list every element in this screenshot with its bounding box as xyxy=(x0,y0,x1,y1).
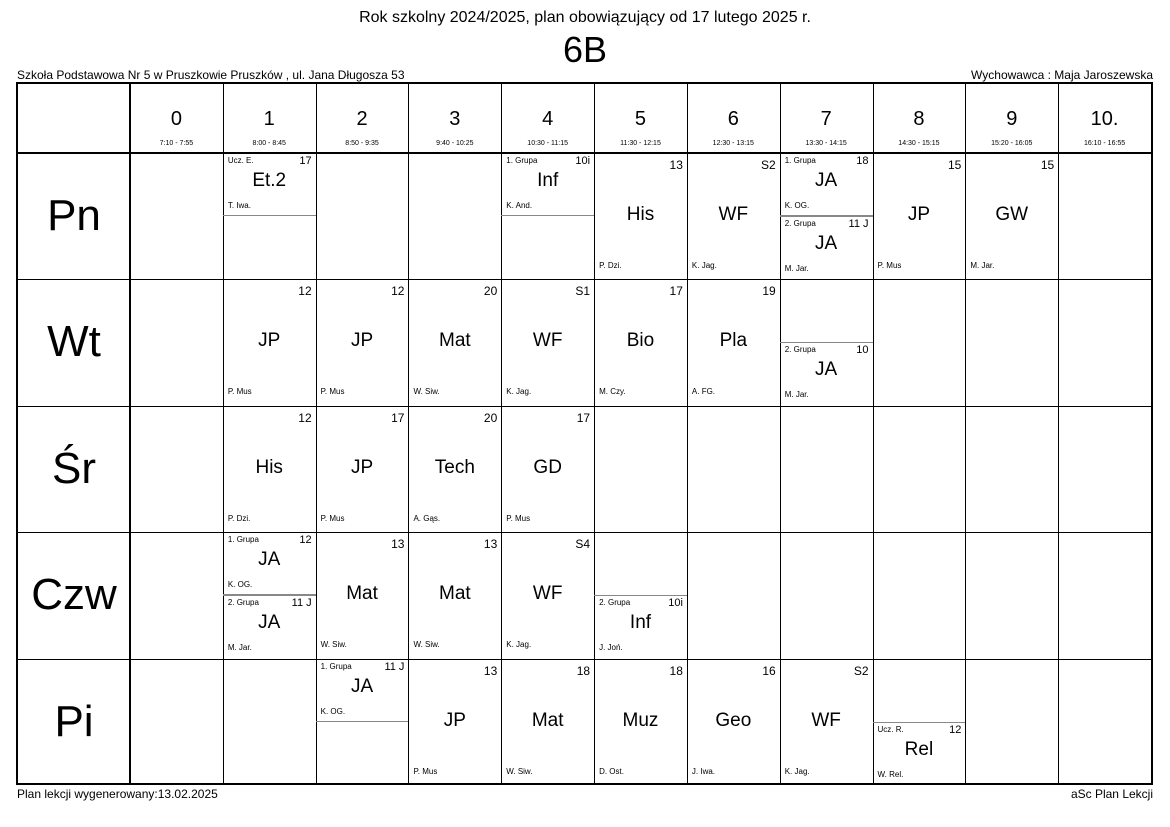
period-time: 16:10 - 16:55 xyxy=(1083,140,1126,147)
lesson-cell[interactable] xyxy=(873,153,966,279)
teacher-name: M. Jar. xyxy=(227,643,252,653)
subject-name: JP xyxy=(258,330,281,352)
period-time: 15:20 - 16:05 xyxy=(991,140,1033,147)
period-number: 10. xyxy=(1090,108,1119,130)
teacher-name: K. Jag. xyxy=(691,261,717,270)
subject-name: His xyxy=(626,204,655,225)
room-number: 20 xyxy=(483,284,498,299)
period-time: 13:30 - 14:15 xyxy=(805,140,847,147)
group-separator xyxy=(780,216,873,217)
period-number: 6 xyxy=(727,108,739,130)
lesson-cell[interactable] xyxy=(408,406,501,532)
period-header xyxy=(408,84,501,153)
lesson-cell[interactable] xyxy=(687,659,780,785)
period-number: 7 xyxy=(820,108,832,130)
teacher-name: M. Jar. xyxy=(784,264,809,273)
period-time: 7:10 - 7:55 xyxy=(159,140,194,147)
period-time: 12:30 - 13:15 xyxy=(712,140,754,147)
period-number: 1 xyxy=(263,108,275,130)
group-separator xyxy=(223,595,316,596)
period-time: 14:30 - 15:15 xyxy=(898,140,940,147)
subject-name: WF xyxy=(718,204,749,225)
room-number: S2 xyxy=(761,158,776,172)
teacher-name: W. Siw. xyxy=(413,387,440,397)
group-separator xyxy=(223,215,316,216)
room-number: 18 xyxy=(669,663,683,678)
teacher-name: K. And. xyxy=(506,201,533,210)
subject-name: Tech xyxy=(434,456,475,478)
room-number: 13 xyxy=(483,663,498,678)
teacher-name: P. Mus xyxy=(320,387,345,397)
day-label: Czw xyxy=(31,570,117,620)
period-header xyxy=(780,84,873,153)
teacher-name: K. Jag. xyxy=(506,387,532,397)
teacher-name: K. OG. xyxy=(227,580,253,590)
lesson-cell[interactable] xyxy=(408,279,501,405)
lesson-cell[interactable] xyxy=(501,279,594,405)
lesson-cell[interactable] xyxy=(780,659,873,785)
group-separator xyxy=(780,342,873,343)
teacher-name: M. Jar. xyxy=(784,390,809,400)
subject-name: Muz xyxy=(622,709,659,731)
lesson-cell[interactable] xyxy=(408,659,501,785)
lesson-cell[interactable] xyxy=(316,532,409,658)
room-number: 15 xyxy=(947,158,962,172)
day-label: Wt xyxy=(47,317,101,367)
lesson-cell[interactable] xyxy=(687,279,780,405)
subject-name: Mat xyxy=(439,330,471,352)
teacher-name: P. Dzi. xyxy=(599,261,622,270)
period-header xyxy=(130,84,223,153)
teacher-name: M. Czy. xyxy=(599,387,626,397)
period-time: 8:50 - 9:35 xyxy=(345,140,379,147)
period-time: 10:30 - 11:15 xyxy=(527,140,569,147)
subject-name: Geo xyxy=(715,709,752,731)
lesson-cell[interactable] xyxy=(316,659,409,722)
period-number: 2 xyxy=(356,108,368,130)
day-label: Śr xyxy=(52,443,96,493)
room-number: 12 xyxy=(949,723,962,736)
group-label: 1. Grupa xyxy=(506,156,538,165)
teacher-name: T. Iwa. xyxy=(227,201,251,210)
subject-name: WF xyxy=(532,583,563,605)
period-number: 0 xyxy=(170,108,182,130)
period-time: 8:00 - 8:45 xyxy=(252,140,286,147)
room-number: 17 xyxy=(391,410,405,425)
group-label: 1. Grupa xyxy=(784,156,816,165)
teacher-name: P. Mus xyxy=(320,513,345,523)
group-label: 2. Grupa xyxy=(784,345,816,355)
subject-name: Mat xyxy=(346,583,378,605)
subject-name: Et.2 xyxy=(252,170,287,191)
room-number: 11 J xyxy=(291,597,312,610)
group-label: Ucz. R. xyxy=(877,724,904,734)
subject-name: Mat xyxy=(531,709,564,731)
period-time: 9:40 - 10:25 xyxy=(436,140,474,147)
teacher-name: W. Rel. xyxy=(877,769,904,779)
grid-line xyxy=(1058,84,1059,783)
subject-name: JP xyxy=(443,709,466,731)
room-number: 13 xyxy=(391,537,405,552)
lesson-cell[interactable] xyxy=(501,659,594,785)
group-label: 2. Grupa xyxy=(599,598,631,608)
group-separator xyxy=(316,721,409,722)
lesson-cell[interactable] xyxy=(316,279,409,405)
teacher-name: W. Siw. xyxy=(320,640,347,650)
lesson-cell[interactable] xyxy=(780,216,873,279)
room-number: 19 xyxy=(762,284,776,299)
period-time: 11:30 - 12:15 xyxy=(620,140,661,147)
lesson-cell[interactable] xyxy=(780,342,873,405)
lesson-cell[interactable] xyxy=(223,406,316,532)
class-name: 6B xyxy=(562,29,608,70)
lesson-cell[interactable] xyxy=(223,595,316,658)
room-number: S1 xyxy=(575,284,591,299)
teacher-name: A. FG. xyxy=(691,387,716,397)
room-number: 11 J xyxy=(384,660,405,673)
room-number: 18 xyxy=(576,663,591,678)
subject-name: JA xyxy=(258,549,281,571)
subject-name: Pla xyxy=(719,330,748,352)
room-number: 16 xyxy=(762,663,776,678)
period-header xyxy=(965,84,1058,153)
room-number: 13 xyxy=(669,158,683,172)
period-header xyxy=(594,84,687,153)
subject-name: Bio xyxy=(626,330,655,352)
room-number: 10 xyxy=(856,344,869,357)
room-number: 17 xyxy=(299,155,312,167)
school-name: Szkoła Podstawowa Nr 5 w Pruszkowie Pruszków , ul. Jana Długosza 53 xyxy=(17,68,405,82)
subject-name: WF xyxy=(811,709,841,731)
timetable-title: Rok szkolny 2024/2025, plan obowiązujący od 17 lutego 2025 r. xyxy=(359,9,811,26)
lesson-cell[interactable] xyxy=(594,595,687,658)
subject-name: WF xyxy=(532,330,563,352)
subject-name: JP xyxy=(907,204,931,225)
subject-name: JP xyxy=(350,456,374,478)
class-tutor: Wychowawca : Maja Jaroszewska xyxy=(971,68,1153,82)
room-number: 12 xyxy=(391,284,405,299)
lesson-cell[interactable] xyxy=(223,532,316,595)
group-label: Ucz. E. xyxy=(227,156,254,165)
subject-name: GW xyxy=(995,204,1029,225)
teacher-name: W. Siw. xyxy=(506,766,533,776)
room-number: 10i xyxy=(668,597,683,610)
subject-name: JP xyxy=(350,330,374,352)
subject-name: Mat xyxy=(439,583,471,605)
teacher-name: J. Iwa. xyxy=(691,766,716,776)
group-label: 1. Grupa xyxy=(320,661,352,671)
room-number: S4 xyxy=(575,537,591,552)
period-number: 9 xyxy=(1006,108,1018,130)
subject-name: Inf xyxy=(629,612,652,634)
teacher-name: K. Jag. xyxy=(784,766,810,776)
group-separator xyxy=(501,215,594,216)
room-number: 12 xyxy=(299,534,312,547)
period-number: 5 xyxy=(634,108,647,130)
lesson-cell[interactable] xyxy=(594,659,687,785)
subject-name: JA xyxy=(815,359,838,381)
subject-name: GD xyxy=(533,456,562,478)
day-label: Pi xyxy=(54,696,94,746)
teacher-name: K. Jag. xyxy=(506,640,532,650)
timetable-grid xyxy=(16,82,1153,785)
period-header xyxy=(687,84,780,153)
teacher-name: P. Dzi. xyxy=(227,513,251,523)
teacher-name: J. Joń. xyxy=(599,643,623,653)
period-number: 4 xyxy=(542,108,554,130)
teacher-name: W. Siw. xyxy=(413,640,440,650)
teacher-name: P. Mus xyxy=(877,261,902,270)
lesson-cell[interactable] xyxy=(594,153,687,279)
subject-name: Rel xyxy=(904,738,934,760)
lesson-cell[interactable] xyxy=(316,406,409,532)
group-label: 1. Grupa xyxy=(227,535,259,545)
room-number: 12 xyxy=(298,284,312,299)
room-number: 17 xyxy=(669,284,683,299)
group-separator xyxy=(594,595,687,596)
subject-name: JA xyxy=(350,675,374,697)
generated-date: Plan lekcji wygenerowany:13.02.2025 xyxy=(17,787,218,801)
room-number: 10i xyxy=(575,155,591,167)
room-number: 12 xyxy=(298,410,312,425)
subject-name: JA xyxy=(815,170,838,191)
app-name: aSc Plan Lekcji xyxy=(1070,787,1153,801)
subject-name: JA xyxy=(258,612,281,634)
lesson-cell[interactable] xyxy=(687,153,780,279)
lesson-cell[interactable] xyxy=(501,406,594,532)
teacher-name: A. Gąs. xyxy=(413,513,441,523)
group-separator xyxy=(873,722,966,723)
lesson-cell[interactable] xyxy=(501,153,594,216)
lesson-cell[interactable] xyxy=(780,153,873,216)
lesson-cell[interactable] xyxy=(965,153,1058,279)
lesson-cell[interactable] xyxy=(594,279,687,405)
subject-name: His xyxy=(255,456,283,478)
lesson-cell[interactable] xyxy=(223,279,316,405)
period-header xyxy=(316,84,409,153)
room-number: 17 xyxy=(576,410,591,425)
day-label: Pn xyxy=(47,191,101,240)
room-number: 13 xyxy=(483,537,498,552)
lesson-cell[interactable] xyxy=(873,722,966,785)
room-number: S2 xyxy=(853,663,869,678)
teacher-name: P. Mus xyxy=(227,387,252,397)
group-label: 2. Grupa xyxy=(227,598,259,608)
subject-name: JA xyxy=(815,233,838,254)
lesson-cell[interactable] xyxy=(223,153,316,216)
subject-name: Inf xyxy=(537,170,559,191)
group-label: 2. Grupa xyxy=(784,219,816,228)
period-number: 8 xyxy=(913,108,925,130)
lesson-cell[interactable] xyxy=(501,532,594,658)
room-number: 15 xyxy=(1040,158,1055,172)
room-number: 18 xyxy=(856,155,869,167)
teacher-name: P. Mus xyxy=(413,766,438,776)
period-header xyxy=(223,84,316,153)
period-header xyxy=(501,84,594,153)
teacher-name: K. OG. xyxy=(320,706,346,716)
grid-line xyxy=(129,84,131,783)
teacher-name: M. Jar. xyxy=(970,261,995,270)
period-header xyxy=(1058,84,1151,153)
teacher-name: P. Mus xyxy=(506,513,531,523)
teacher-name: K. OG. xyxy=(784,201,810,210)
room-number: 20 xyxy=(483,410,498,425)
period-header xyxy=(873,84,966,153)
lesson-cell[interactable] xyxy=(408,532,501,658)
teacher-name: D. Ost. xyxy=(599,766,624,776)
period-number: 3 xyxy=(449,108,461,130)
room-number: 11 J xyxy=(848,218,869,230)
